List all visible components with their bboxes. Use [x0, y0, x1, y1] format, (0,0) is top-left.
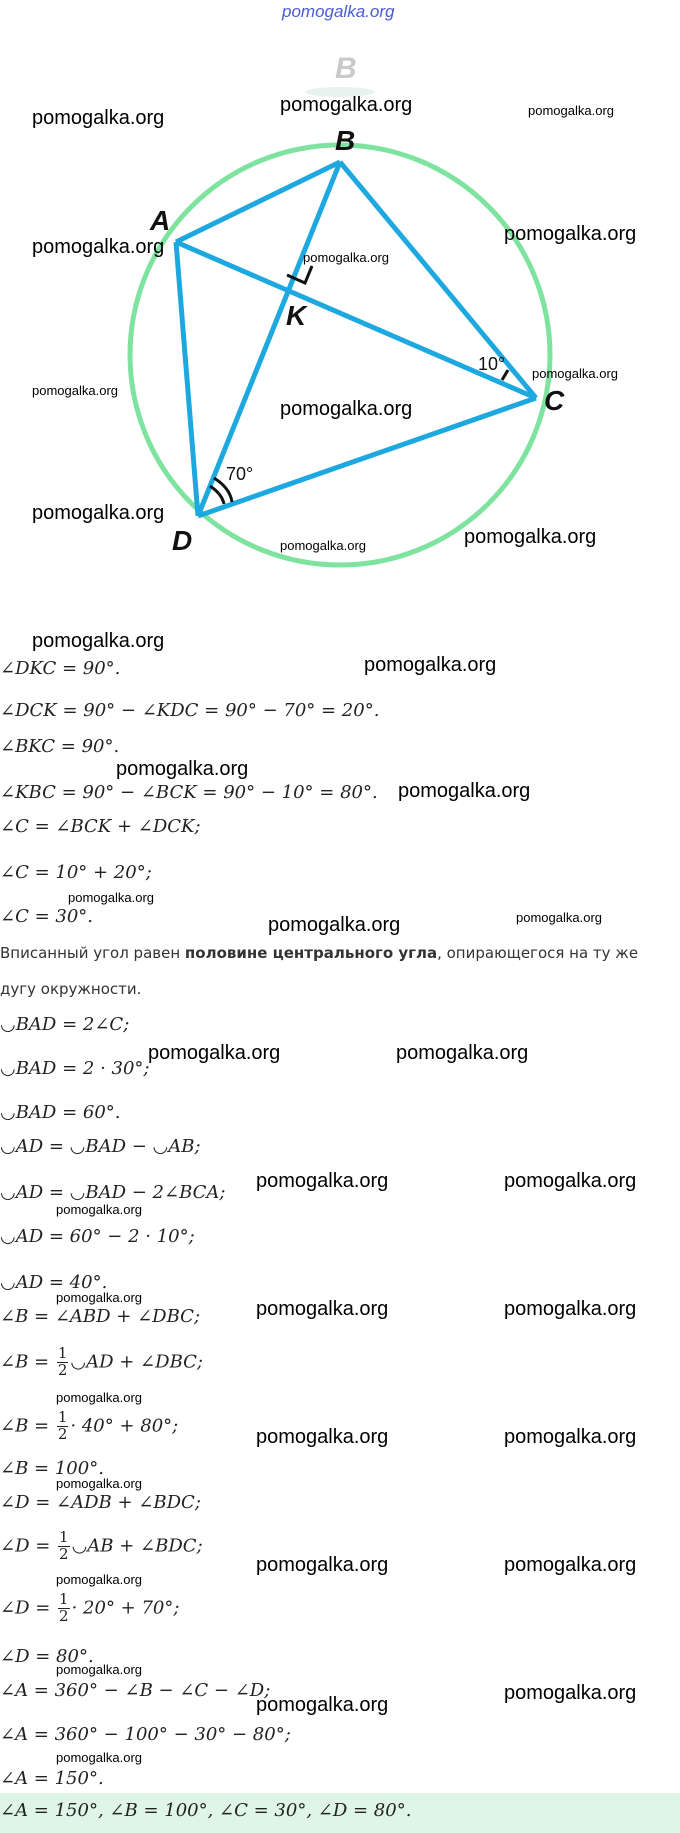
frac-step-pre: ∠D = — [0, 1597, 57, 1619]
diagonal-bd — [198, 162, 340, 516]
frac-step-pre: ∠D = — [0, 1535, 57, 1557]
watermark: pomogalka.org — [528, 103, 614, 118]
step-2: ∠DCK = 90° − ∠KDC = 90° − 70° = 20°. — [0, 700, 380, 721]
frac-step-post: · 20° + 70°; — [71, 1597, 180, 1619]
watermark: pomogalka.org — [504, 1298, 637, 1320]
fraction — [57, 1346, 69, 1379]
step-22: ∠D = 80°. — [0, 1646, 94, 1667]
segment-da — [176, 242, 198, 516]
watermark: pomogalka.org — [364, 654, 497, 676]
step-11: ◡AD = ◡BAD − ◡AB; — [0, 1136, 201, 1157]
step-12: ◡AD = ◡BAD − 2∠BCA; — [0, 1182, 226, 1203]
watermark: pomogalka.org — [268, 914, 401, 936]
step-21 — [0, 1592, 179, 1625]
watermark: pomogalka.org — [280, 538, 366, 553]
angle-arc-d-1 — [210, 486, 224, 504]
final-answer: ∠A = 150°, ∠B = 100°, ∠C = 30°, ∠D = 80°. — [0, 1800, 412, 1821]
watermark: pomogalka.org — [56, 1750, 142, 1765]
step-3: ∠BKC = 90°. — [0, 736, 120, 757]
step-5: ∠C = ∠BCK + ∠DCK; — [0, 816, 201, 837]
watermark: pomogalka.org — [256, 1554, 389, 1576]
watermark: pomogalka.org — [68, 890, 154, 905]
step-10: ◡BAD = 60°. — [0, 1102, 121, 1123]
watermark: pomogalka.org — [504, 223, 637, 245]
frac-step-post: ◡AD + ∠DBC; — [70, 1351, 203, 1373]
watermark: pomogalka.org — [504, 1554, 637, 1576]
watermark: pomogalka.org — [256, 1298, 389, 1320]
watermark: pomogalka.org — [504, 1682, 637, 1704]
fraction-denominator: 2 — [59, 1544, 69, 1563]
fraction-numerator: 1 — [59, 1590, 69, 1608]
watermark: pomogalka.org — [532, 366, 618, 381]
watermark: pomogalka.org — [280, 398, 413, 420]
watermark: pomogalka.org — [256, 1426, 389, 1448]
faded-label-b: B — [335, 52, 357, 85]
answer-band — [0, 1793, 680, 1833]
watermark: pomogalka.org — [116, 758, 249, 780]
watermark: pomogalka.org — [398, 780, 531, 802]
label-k: K — [286, 300, 307, 331]
label-d: D — [172, 525, 193, 556]
fraction — [58, 1592, 70, 1625]
watermark: pomogalka.org — [32, 107, 165, 129]
fraction-denominator: 2 — [59, 1606, 69, 1625]
watermark: pomogalka.org — [56, 1572, 142, 1587]
watermark: pomogalka.org — [504, 1170, 637, 1192]
watermark: pomogalka.org — [32, 383, 118, 398]
fraction-numerator: 1 — [57, 1408, 68, 1426]
step-24: ∠A = 360° − 100° − 30° − 80°; — [0, 1724, 291, 1745]
watermark: pomogalka.org — [56, 1662, 142, 1677]
step-4: ∠KBC = 90° − ∠BCK = 90° − 10° = 80°. — [0, 782, 378, 803]
watermark: pomogalka.org — [464, 526, 597, 548]
step-9: ◡BAD = 2 · 30°; — [0, 1058, 150, 1079]
watermark: pomogalka.org — [256, 1170, 389, 1192]
watermark: pomogalka.org — [148, 1042, 281, 1064]
step-25: ∠A = 150°. — [0, 1768, 104, 1789]
explanation-line-2: дугу окружности. — [0, 980, 142, 998]
explanation-part-1: Вписанный угол равен — [0, 944, 185, 962]
diagonal-ac — [176, 242, 536, 398]
step-16 — [0, 1346, 203, 1379]
watermark: pomogalka.org — [504, 1426, 637, 1448]
step-23: ∠A = 360° − ∠B − ∠C − ∠D; — [0, 1680, 271, 1701]
fraction — [57, 1410, 69, 1443]
label-a: A — [150, 205, 171, 236]
frac-step-post: ◡AB + ∠BDC; — [71, 1535, 203, 1557]
watermark: pomogalka.org — [256, 1694, 389, 1716]
watermark: pomogalka.org — [56, 1202, 142, 1217]
frac-step-pre: ∠B = — [0, 1415, 55, 1437]
watermark: pomogalka.org — [32, 630, 165, 652]
explanation-bold: половине центрального угла — [184, 944, 438, 962]
angle-label-d: 70° — [226, 464, 254, 484]
fraction-denominator: 2 — [57, 1424, 68, 1443]
top-watermark[interactable]: pomogalka.org — [282, 2, 395, 21]
frac-step-post: · 40° + 80°; — [70, 1415, 179, 1437]
watermark: pomogalka.org — [516, 910, 602, 925]
step-19: ∠D = ∠ADB + ∠BDC; — [0, 1492, 201, 1513]
step-8: ◡BAD = 2∠C; — [0, 1014, 130, 1035]
fraction-numerator: 1 — [57, 1344, 68, 1362]
explanation-line-1 — [0, 944, 638, 962]
watermark: pomogalka.org — [32, 236, 165, 258]
step-18: ∠B = 100°. — [0, 1458, 104, 1479]
step-15: ∠B = ∠ABD + ∠DBC; — [0, 1306, 201, 1327]
watermark: pomogalka.org — [56, 1390, 142, 1405]
step-14: ◡AD = 40°. — [0, 1272, 108, 1293]
watermark: pomogalka.org — [56, 1290, 142, 1305]
segment-bc — [340, 162, 536, 398]
watermark: pomogalka.org — [56, 1476, 142, 1491]
step-17 — [0, 1410, 178, 1443]
label-b: B — [335, 125, 356, 156]
watermark: pomogalka.org — [280, 94, 413, 116]
fraction — [58, 1530, 70, 1563]
step-6: ∠C = 10° + 20°; — [0, 862, 152, 883]
watermark: pomogalka.org — [396, 1042, 529, 1064]
step-20 — [0, 1530, 203, 1563]
explanation-part-2: , опирающегося на ту же — [437, 944, 639, 962]
step-7: ∠C = 30°. — [0, 906, 94, 927]
angle-label-c: 10° — [478, 354, 506, 374]
watermark: pomogalka.org — [303, 250, 389, 265]
step-13: ◡AD = 60° − 2 · 10°; — [0, 1226, 195, 1247]
watermark: pomogalka.org — [32, 502, 165, 524]
fraction-denominator: 2 — [57, 1360, 68, 1379]
frac-step-pre: ∠B = — [0, 1351, 55, 1373]
fraction-numerator: 1 — [59, 1528, 69, 1546]
label-c: C — [544, 385, 565, 416]
step-1: ∠DKC = 90°. — [0, 658, 121, 679]
